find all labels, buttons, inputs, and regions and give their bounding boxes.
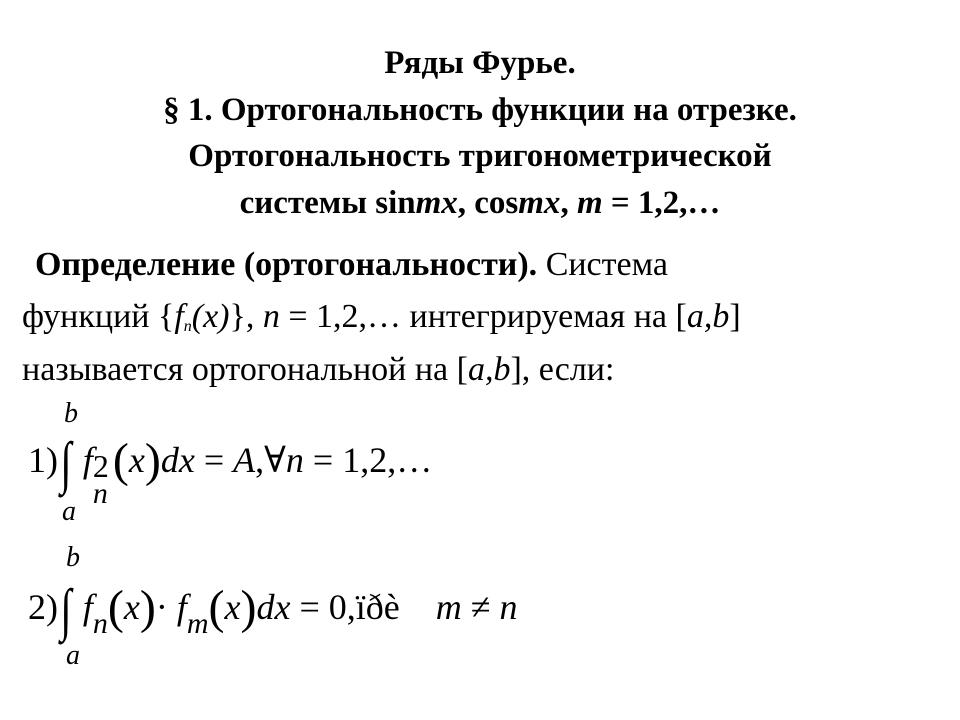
integral-sign: ∫ [60,577,72,642]
definition-text: Система [537,246,668,283]
formula2-lower-limit: a [66,640,80,671]
formula1-lower-limit: a [62,496,76,527]
formula1 [28,420,433,510]
formula2-paren-close: ) [240,581,257,634]
index-var: n [262,298,280,335]
formula2-x: x [123,587,140,627]
subtitle-text: , cos [457,185,519,221]
formula1-label: 1) [28,440,58,480]
definition-text: ] [729,298,741,335]
formula2-f2: f [176,587,187,627]
subtitle-text: = 1,2,… [602,185,721,221]
interval-vars: a,b [467,351,511,388]
formula2-m: m [435,587,462,627]
formula1-x: x [128,440,145,480]
formula2-eq: = 0, [290,587,356,627]
section-subtitle-line2 [0,180,960,226]
page-title: Ряды Фурье. [384,45,576,81]
subtitle-text: , [560,185,577,221]
formula1-n: n [285,440,304,480]
formula1-power: 2 [92,448,109,484]
definition-heading: Определение (ортогональности). [35,246,538,283]
formula2-x: x [224,587,241,627]
formula2-garbled-text: ïðè [355,587,400,627]
subtitle-text: системы sin [239,185,416,221]
formula2-label: 2) [28,587,58,627]
subtitle-var: mx [518,185,561,221]
function-index: n [183,318,192,335]
formula1-A: A [233,440,256,480]
formula1-dx: dx [160,440,195,480]
integral-sign: ∫ [60,430,72,495]
formula2-paren-open: ( [208,581,225,634]
definition-line1 [35,240,668,290]
definition-text: }, [229,298,263,335]
formula2-paren-close: ) [139,581,156,634]
function-symbol: f [174,298,184,335]
formula1-values: = 1,2,… [303,440,433,480]
definition-line3 [22,345,614,395]
formula1-f: f [82,440,93,480]
formula2-f1: f [82,587,93,627]
formula1-forall: ,∀ [255,440,286,480]
formula2-dot: · [155,587,168,627]
formula2-paren-open: ( [107,581,124,634]
formula2-upper-limit: b [66,542,80,573]
function-arg: (x) [191,298,230,335]
formula2-dx: dx [256,587,291,627]
subtitle-var: m [576,185,603,221]
section-subtitle-line1: Ортогональность тригонометрической [188,138,772,174]
interval-vars: a,b [686,298,730,335]
formula2-index-n: n [92,607,108,640]
formula2 [28,567,518,664]
formula1-paren-open: ( [112,434,129,487]
definition-text: называется ортогональной на [ [22,351,468,388]
formula2-ne: ≠ [461,587,500,627]
definition-text: ], если: [510,351,615,388]
definition-line2 [22,292,741,352]
section-title: § 1. Ортогональность функции на отрезке. [163,92,797,128]
formula1-index: n [92,477,108,510]
formula2-index-m: m [186,607,209,640]
formula1-eq: = [194,440,234,480]
formula2-n: n [499,587,518,627]
formula1-paren-close: ) [144,434,161,487]
subtitle-var: mx [415,185,458,221]
definition-text: функций { [22,298,175,335]
formula1-upper-limit: b [64,398,78,429]
definition-text: = 1,2,… интегрируемая на [ [279,298,687,335]
